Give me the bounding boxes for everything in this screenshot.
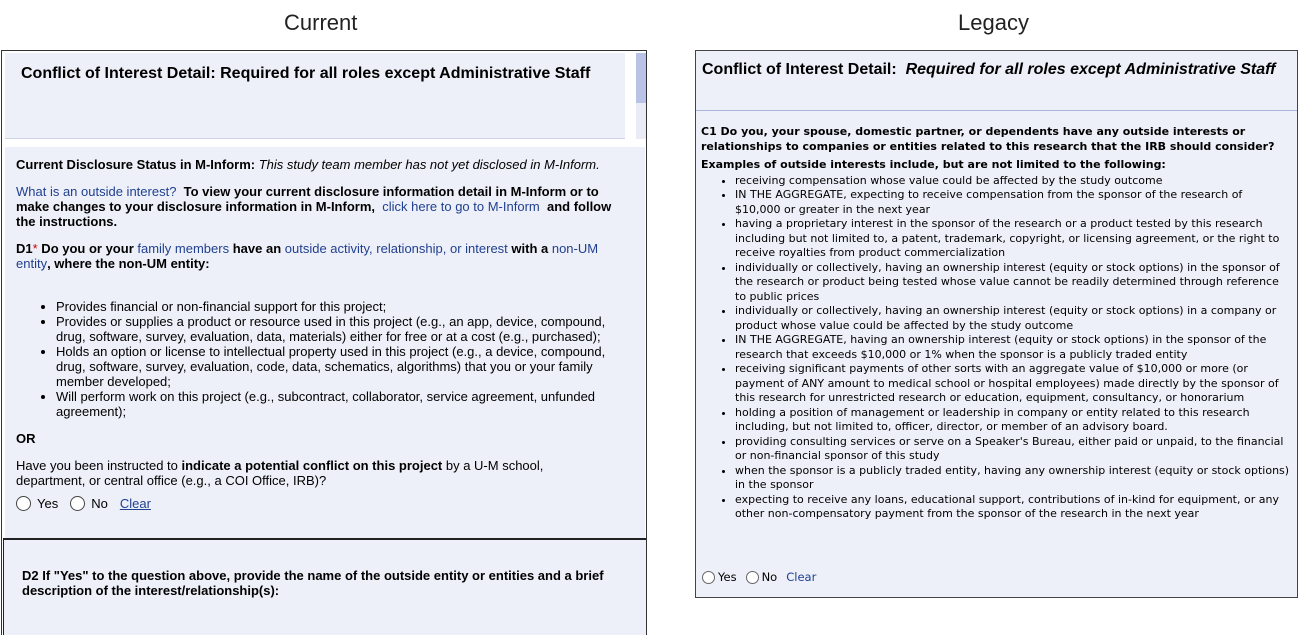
clear-link[interactable]: Clear <box>119 496 151 511</box>
scrollbar-track[interactable] <box>636 103 646 139</box>
instructions-text-1: To view your current disclosure information detail in M-Inform or to make changes to your disclosure information in M-Inform, <box>16 184 599 214</box>
list-item: • expecting to receive any loans, educational support, contributions of in-kind for equipment, or any other non-compensatory payment from the sponsor of the research in the next year <box>735 493 1291 522</box>
required-marker: * <box>32 241 38 256</box>
yes-radio[interactable] <box>16 496 31 511</box>
legacy-section-header <box>696 51 1297 111</box>
instructed-text-2: by a U-M school, department, or central office (e.g., a COI Office, IRB)? <box>16 458 544 488</box>
d2-section <box>3 538 647 635</box>
list-item: • Will perform work on this project (e.g., subcontract, collaborator, service agreement, unfunded agreement); <box>56 389 626 419</box>
legacy-no-radio[interactable] <box>746 571 759 584</box>
d1-answer-group <box>16 496 645 511</box>
legacy-clear-link[interactable]: Clear <box>786 570 817 584</box>
list-item: • IN THE AGGREGATE, expecting to receive compensation from the sponsor of the research of $10,000 or greater in the next year <box>735 188 1291 217</box>
outside-activity-link[interactable]: outside activity, relationship, or interest <box>284 241 508 256</box>
d2-question: D2 If "Yes" to the question above, provide the name of the outside entity or entities and a brief description of the interest/relationship(s): <box>22 568 604 598</box>
list-item: • receiving compensation whose value could be affected by the study outcome <box>735 174 1291 189</box>
no-label[interactable]: No <box>91 496 108 511</box>
list-item: • individually or collectively, having an ownership interest (equity or stock options) in a company or product whose value could be affected by the study outcome <box>735 304 1291 333</box>
d1-label: D1 <box>16 241 33 256</box>
no-radio[interactable] <box>70 496 85 511</box>
instructed-question <box>16 458 616 488</box>
legacy-column-title: Legacy <box>958 10 1029 35</box>
current-column-title: Current <box>284 10 358 35</box>
current-form-panel <box>1 50 647 635</box>
status-value: This study team member has not yet disclosed in M-Inform. <box>258 157 600 172</box>
list-item: • IN THE AGGREGATE, having an ownership interest (equity or stock options) in the sponsor of the research that exceeds $10,000 or 1% when the sponsor is a publicly traded entity <box>735 333 1291 362</box>
current-section-title: Conflict of Interest Detail: Required for all roles except Administrative Staff <box>21 65 591 82</box>
list-item: • Provides financial or non-financial support for this project; <box>56 299 626 314</box>
legacy-title-italic: Required for all roles except Administrative Staff <box>905 61 1276 78</box>
list-item: • Holds an option or license to intellectual property used in this project (e.g., a device, compound, drug, software, survey, evaluation, code, data, schematics, algorithms) that you or your family member developed; <box>56 344 626 389</box>
legacy-yes-label[interactable]: Yes <box>718 570 737 584</box>
list-item: • individually or collectively, having an ownership interest (equity or stock options) in the sponsor of the research or product being tested whose value cannot be readily determined through reference to public prices <box>735 261 1291 305</box>
disclosure-status <box>16 157 616 172</box>
d1-text-3: with a <box>507 241 552 256</box>
non-um-entity-link[interactable]: non-UM entity <box>16 241 599 271</box>
d1-question <box>16 241 616 271</box>
family-members-link[interactable]: family members <box>137 241 230 256</box>
current-section-body <box>5 147 645 539</box>
legacy-yes-radio[interactable] <box>702 571 715 584</box>
d1-criteria-list <box>56 299 626 419</box>
instructions-text-2: and follow the instructions. <box>16 199 612 229</box>
c1-answer-group <box>702 570 816 584</box>
examples-label: Examples of outside interests include, but are not limited to the following: <box>701 158 1166 171</box>
or-label: OR <box>16 431 36 446</box>
list-item: • when the sponsor is a publicly traded entity, having any ownership interest (equity or stock options) in the sponsor <box>735 464 1291 493</box>
outside-interest-link[interactable]: What is an outside interest? <box>16 184 177 199</box>
scrollbar-thumb[interactable] <box>636 53 646 103</box>
minform-instructions <box>16 184 616 229</box>
list-item: • holding a position of management or leadership in company or entity related to this research including, but not limited to, officer, director, or member of an advisory board. <box>735 406 1291 435</box>
legacy-section-body <box>701 125 1291 522</box>
legacy-title-bold: Conflict of Interest Detail: <box>702 61 897 78</box>
status-label: Current Disclosure Status in M-Inform: <box>16 157 256 172</box>
c1-question: C1 Do you, your spouse, domestic partner, or dependents have any outside interests or relationships to companies or entities related to this research that the IRB should consider? <box>701 125 1275 153</box>
examples-list <box>735 174 1291 522</box>
d1-text-4: , where the non-UM entity: <box>47 256 210 271</box>
legacy-no-label[interactable]: No <box>761 570 778 584</box>
current-section-header <box>5 53 625 139</box>
minform-link[interactable]: click here to go to M-Inform <box>382 199 540 214</box>
list-item: • providing consulting services or serve on a Speaker's Bureau, either paid or unpaid, to the financial or non-financial sponsor of this study <box>735 435 1291 464</box>
legacy-form-panel <box>695 50 1298 598</box>
list-item: • Provides or supplies a product or resource used in this project (e.g., an app, device, compound, drug, software, survey, evaluation, data, materials) either for free or at a cost (e.g., purchased); <box>56 314 626 344</box>
list-item: • having a proprietary interest in the sponsor of the research or a product tested by this research including but not limited to, a patent, trademark, copyright, or licensing agreement, or the right to receive royalties from product commercialization <box>735 217 1291 261</box>
d1-text-2: have an <box>229 241 285 256</box>
yes-label[interactable]: Yes <box>37 496 59 511</box>
legacy-section-title <box>702 61 1282 79</box>
list-item: • receiving significant payments of other sorts with an aggregate value of $10,000 or more (or payment of ANY amount to medical school or hospital employees) made directly by the sponsor of this research for unrestricted research or education, equipment, consultancy, or honorarium <box>735 362 1291 406</box>
d1-text-1: Do you or your <box>37 241 138 256</box>
instructed-text-1: Have you been instructed to <box>16 458 182 473</box>
instructed-text-bold: indicate a potential conflict on this project <box>181 458 443 473</box>
